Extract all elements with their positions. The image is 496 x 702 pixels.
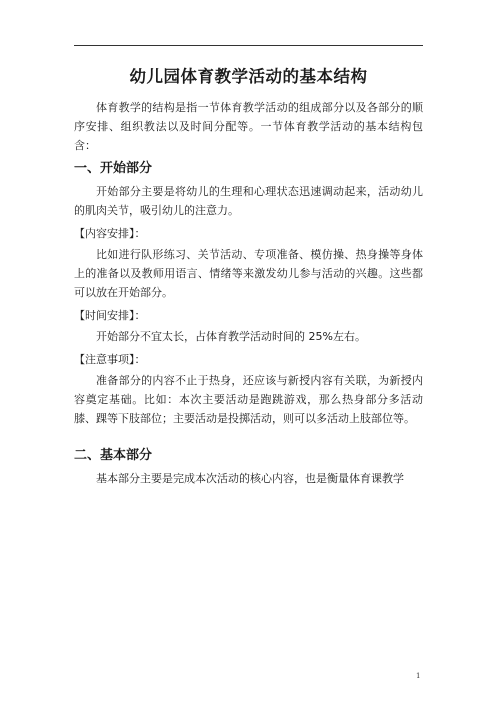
start-section-paragraph: 开始部分主要是将幼儿的生理和心理状态迅速调动起来，活动幼儿的肌肉关节，吸引幼儿的注意力。: [74, 185, 423, 217]
section-heading-start: 一、开始部分: [74, 161, 153, 176]
content-arrangement-paragraph: 比如进行队形练习、关节活动、专项准备、模仿操、热身操等身体上的准备以及教师用语言、情绪等来激发幼儿参与活动的兴趣。这些都可以放在开始部分。: [74, 248, 423, 299]
document-body: [74, 66, 423, 488]
content-arrangement-label: 【内容安排】：: [74, 227, 146, 240]
intro-paragraph: 体育教学的结构是指一节体育教学活动的组成部分以及各部分的顺序安排、组织教法以及时间分配等。一节体育教学活动的基本结构包含：: [74, 101, 423, 152]
time-arrangement-label: 【时间安排】：: [74, 309, 146, 322]
notes-label: 【注意事项】：: [74, 353, 146, 366]
section-spacer: [74, 428, 423, 442]
basic-section-paragraph: 基本部分主要是完成本次活动的核心内容，也是衡量体育课教学: [96, 472, 404, 485]
header-rule: [74, 45, 423, 46]
document-title: 幼儿园体育教学活动的基本结构: [129, 67, 368, 86]
time-arrangement-paragraph: 开始部分不宜太长，占体育教学活动时间的 25%左右。: [96, 330, 366, 343]
section-heading-basic: 二、基本部分: [74, 448, 153, 463]
notes-paragraph: 准备部分的内容不止于热身，还应该与新授内容有关联，为新授内容奠定基础。比如：本次主要活动是跑跳游戏，那么热身部分多活动膝、踝等下肢部位；主要活动是投掷活动，则可以多活动上肢部位等。: [74, 374, 423, 425]
page-number: 1: [416, 672, 421, 680]
